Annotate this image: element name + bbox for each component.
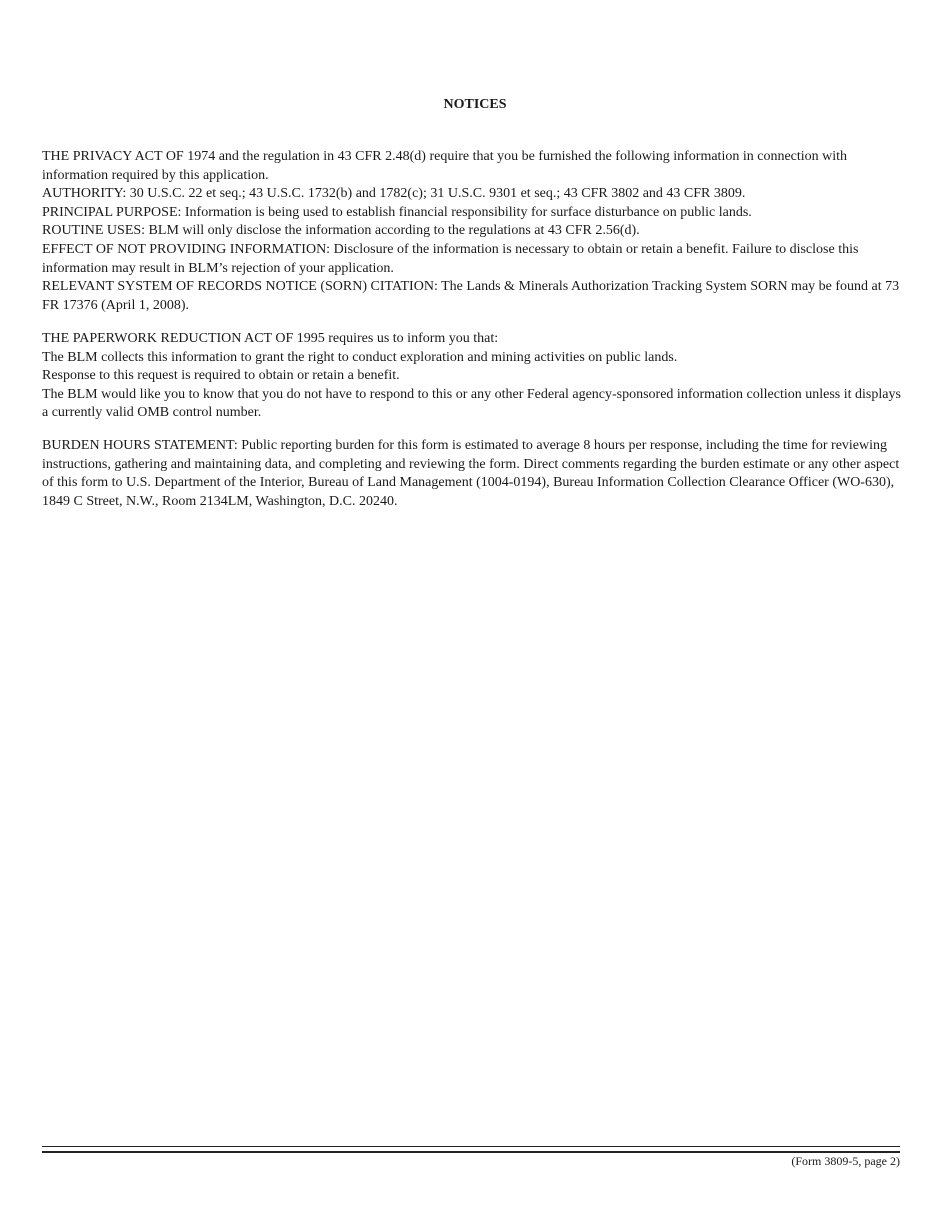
privacy-act-section <box>42 148 908 315</box>
footer-rule-thick <box>42 1151 900 1153</box>
paperwork-line-3: The BLM would like you to know that you do not have to respond to this or any other Federal agency-sponsored information collection unless it displays a currently valid OMB control number. <box>42 386 901 421</box>
paperwork-line-1: The BLM collects this information to grant the right to conduct exploration and mining activities on public lands. <box>42 349 678 365</box>
footer-rule-thin <box>42 1146 900 1147</box>
paperwork-intro: THE PAPERWORK REDUCTION ACT OF 1995 requires us to inform you that: <box>42 331 499 346</box>
paperwork-line-2: Response to this request is required to obtain or retain a benefit. <box>42 368 400 384</box>
privacy-principal-purpose: PRINCIPAL PURPOSE: Information is being used to establish financial responsibility for surface disturbance on public lands. <box>42 204 752 220</box>
form-page-footer: (Form 3809-5, page 2) <box>791 1154 900 1168</box>
privacy-effect: EFFECT OF NOT PROVIDING INFORMATION: Disclosure of the information is necessary to obtain or retain a benefit. Failure to disclose this information may result in BLM’s rejection of your application. <box>42 241 859 276</box>
privacy-sorn: RELEVANT SYSTEM OF RECORDS NOTICE (SORN) CITATION: The Lands & Minerals Authorization Tracking System SORN may be found at 73 FR 17376 (April 1, 2008). <box>42 279 900 313</box>
paperwork-reduction-section <box>42 330 908 423</box>
privacy-authority: AUTHORITY: 30 U.S.C. 22 et seq.; 43 U.S.C. 1732(b) and 1782(c); 31 U.S.C. 9301 et seq.; 43 CFR 3802 and 43 CFR 3809. <box>42 186 746 202</box>
burden-statement: BURDEN HOURS STATEMENT: Public reporting burden for this form is estimated to average 8 hours per response, including the time for reviewing instructions, gathering and maintaining data, and completing and reviewing the form. Direct comments regarding the burden estimate or any other aspect of this form to U.S. Department of the Interior, Bureau of Land Management (1004-0194), Bureau Information Collection Clearance Officer (WO-630), 1849 C Street, N.W., Room 2134LM, Washington, D.C. 20240. <box>42 438 900 509</box>
privacy-act-intro: THE PRIVACY ACT OF 1974 and the regulation in 43 CFR 2.48(d) require that you be furnished the following information in connection with information required by this application. <box>42 149 848 183</box>
burden-hours-section <box>42 437 908 511</box>
privacy-routine-uses: ROUTINE USES: BLM will only disclose the information according to the regulations at 43 CFR 2.56(d). <box>42 223 640 239</box>
page-title: NOTICES <box>443 97 507 112</box>
